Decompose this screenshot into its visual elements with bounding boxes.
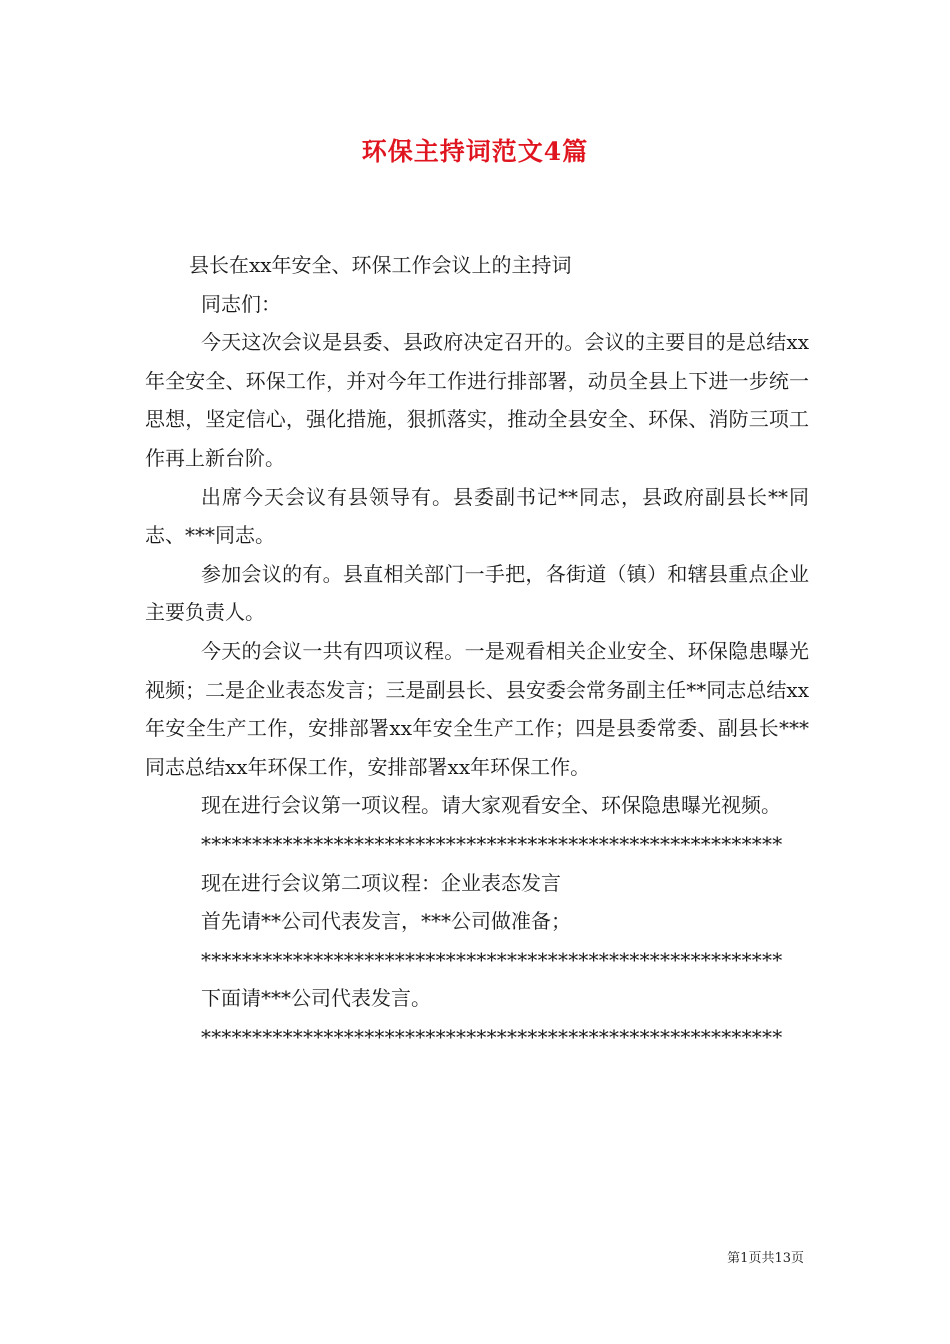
paragraph-first-speaker: 首先请**公司代表发言，***公司做准备； bbox=[201, 909, 571, 934]
paragraph-participants: 参加会议的有。县直相关部门一手把，各街道（镇）和辖县重点企业主要负责人。 bbox=[145, 561, 809, 625]
paragraph-agenda-item-2: 现在进行会议第二项议程：企业表态发言 bbox=[201, 870, 561, 895]
separator-stars-3: ********************************************************* bbox=[201, 1024, 783, 1049]
paragraph-attending-leaders: 出席今天会议有县领导有。县委副书记**同志，县政府副县长**同志、***同志。 bbox=[145, 484, 809, 548]
paragraph-agenda-item-1: 现在进行会议第一项议程。请大家观看安全、环保隐患曝光视频。 bbox=[201, 793, 781, 818]
paragraph-next-speaker: 下面请***公司代表发言。 bbox=[201, 986, 431, 1011]
paragraph-agenda: 今天的会议一共有四项议程。一是观看相关企业安全、环保隐患曝光视频；二是企业表态发言；三是副县长、县安委会常务副主任**同志总结xx年安全生产工作，安排部署xx年安全生产工作；四是县委常委、副县长***同志总结xx年环保工作，安排部署xx年环保工作。 bbox=[145, 638, 809, 779]
paragraph-salutation: 同志们： bbox=[201, 291, 281, 316]
document-title: 环保主持词范文4篇 bbox=[361, 137, 589, 166]
separator-stars-2: ********************************************************* bbox=[201, 947, 783, 972]
document-body bbox=[145, 246, 809, 1056]
separator-stars-1: ********************************************************* bbox=[201, 831, 783, 856]
paragraph-heading: 县长在xx年安全、环保工作会议上的主持词 bbox=[189, 253, 572, 277]
page-number-footer: 第1页共13页 bbox=[727, 1251, 804, 1266]
paragraph-meeting-purpose: 今天这次会议是县委、县政府决定召开的。会议的主要目的是总结xx年全安全、环保工作，并对今年工作进行排部署，动员全县上下进一步统一思想，坚定信心，强化措施，狠抓落实，推动全县安全、环保、消防三项工作再上新台阶。 bbox=[145, 330, 809, 470]
